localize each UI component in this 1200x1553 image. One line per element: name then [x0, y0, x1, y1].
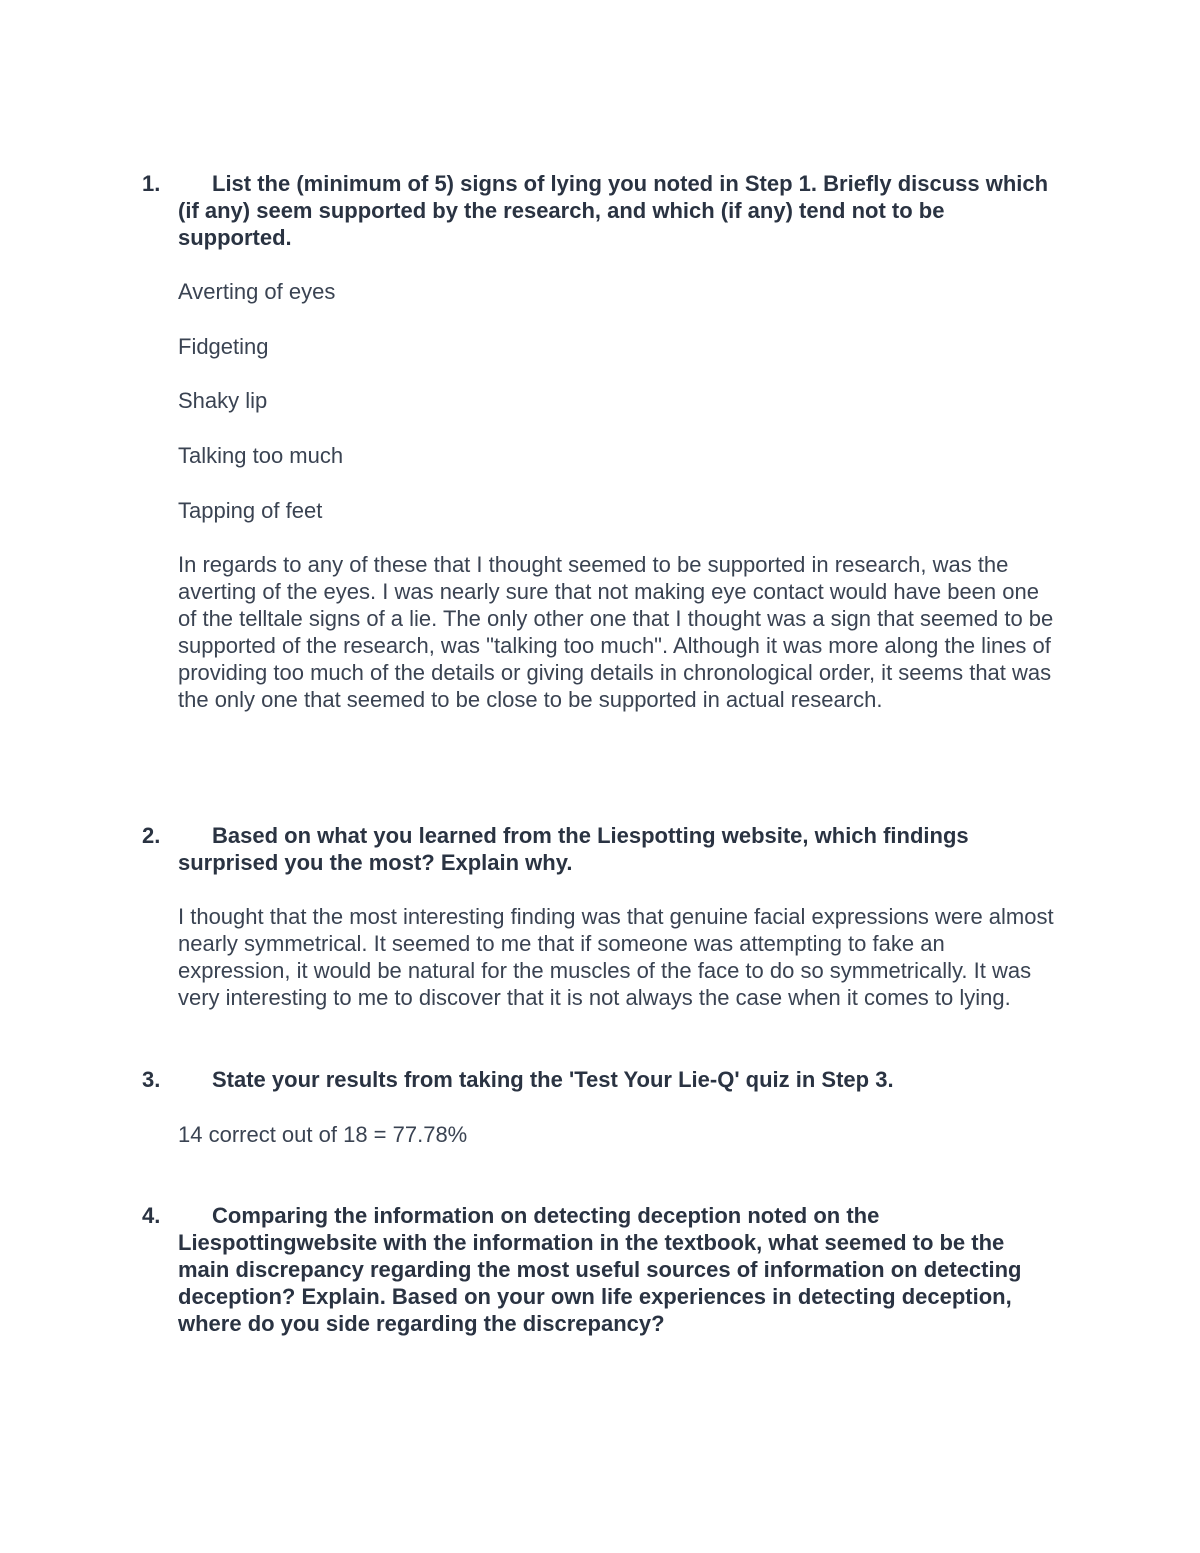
sign-item: Shaky lip — [178, 388, 268, 413]
answer-paragraph — [178, 903, 1063, 1011]
question-number: 1. — [142, 171, 161, 196]
question-number: 4. — [142, 1203, 161, 1228]
question-prompt: State your results from taking the 'Test Your Lie-Q' quiz in Step 3. — [212, 1067, 894, 1092]
question-prompt: Based on what you learned from the Liespotting website, which findings surprised you the most? Explain why. — [178, 823, 969, 875]
question-4 — [0, 1202, 1200, 1337]
sign-item: Averting of eyes — [178, 279, 336, 304]
question-1 — [0, 170, 1200, 251]
question-number: 2. — [142, 823, 161, 848]
sign-item: Talking too much — [178, 443, 344, 468]
question-prompt: List the (minimum of 5) signs of lying you noted in Step 1. Briefly discuss which (if any) seem supported by the research, and which (if any) tend not to be supported. — [178, 171, 1049, 250]
question-3 — [0, 1066, 1200, 1093]
question-prompt: Comparing the information on detecting deception noted on the Liespottingwebsite with the information in the textbook, what seemed to be the main discrepancy regarding the most useful sources of information on detecting deception? Explain. Based on your own life experiences in detecting deception, where do you side regarding the discrepancy? — [178, 1203, 1022, 1336]
answer-paragraph — [178, 551, 1063, 713]
question-2 — [0, 822, 1200, 876]
answer-text: In regards to any of these that I thought seemed to be supported in research, was the averting of the eyes. I was nearly sure that not making eye contact would have been one of the telltale signs of a lie. The only other one that I thought was a sign that seemed to be supported of the research, was "talking too much". Although it was more along the lines of providing too much of the details or giving details in chronological order, it seems that was the only one that seemed to be close to be supported in actual research. — [178, 552, 1054, 712]
answer-text: 14 correct out of 18 = 77.78% — [178, 1122, 468, 1147]
question-number: 3. — [142, 1067, 161, 1092]
sign-item: Fidgeting — [178, 334, 269, 359]
sign-item: Tapping of feet — [178, 498, 323, 523]
answer-text: I thought that the most interesting finding was that genuine facial expressions were almost nearly symmetrical. It seemed to me that if someone was attempting to fake an expression, it would be natural for the muscles of the face to do so symmetrically. It was very interesting to me to discover that it is not always the case when it comes to lying. — [178, 904, 1054, 1010]
